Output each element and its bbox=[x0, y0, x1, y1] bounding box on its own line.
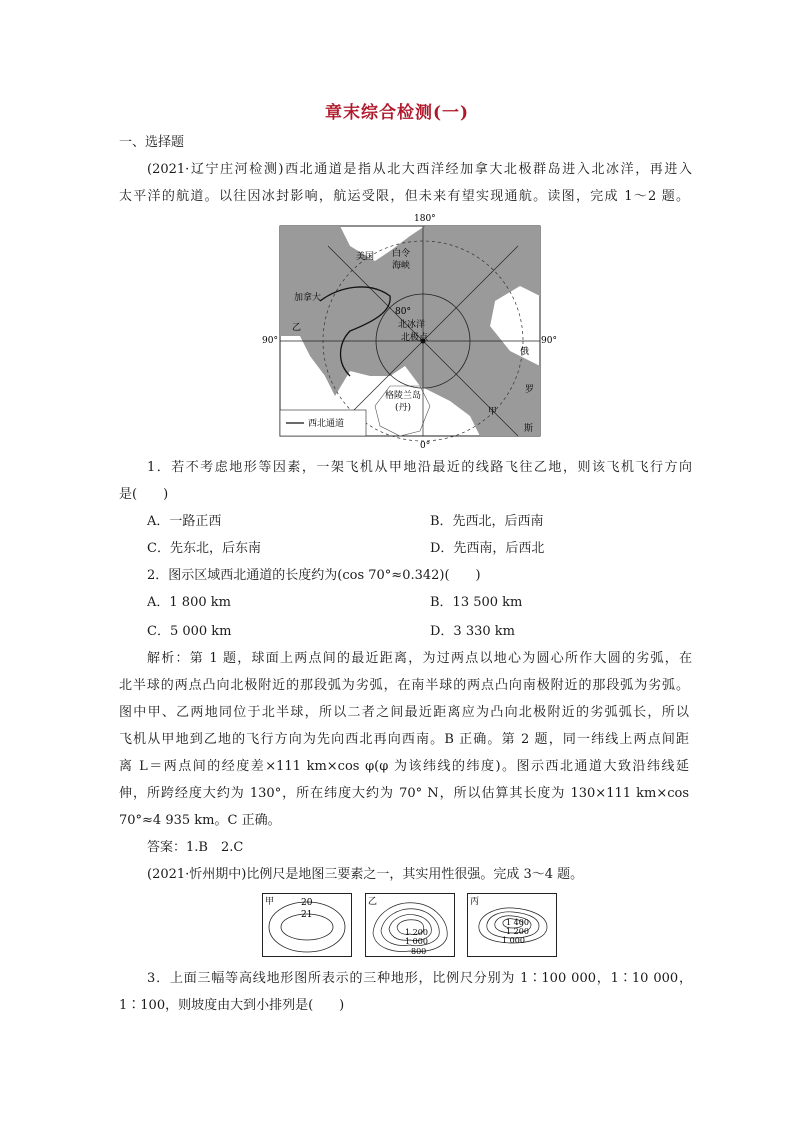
section-heading: 一、选择题 bbox=[119, 135, 185, 150]
q2-option-d: D．3 330 km bbox=[430, 624, 515, 639]
arctic-map-figure bbox=[262, 212, 568, 452]
label-usa: 美国 bbox=[356, 252, 375, 262]
label-ocean: 北冰洋 bbox=[398, 320, 426, 330]
contour-map-yi bbox=[365, 893, 455, 957]
svg-text:1 200: 1 200 bbox=[506, 927, 529, 936]
label-180: 180° bbox=[414, 214, 436, 224]
q1-option-a: A．一路正西 bbox=[147, 514, 222, 529]
analysis-line-4: 飞机从甲地到乙地的飞行方向为先向西北再向西南。B 正确。第 2 题，同一纬线上两点间距 bbox=[119, 732, 689, 747]
label-pole: 北极点 bbox=[401, 333, 429, 343]
label-russia-1: 俄 bbox=[520, 347, 530, 357]
q2-option-a: A．1 800 km bbox=[147, 595, 231, 610]
q3-stem-2: 1∶100，则坡度由大到小排列是( ) bbox=[119, 998, 345, 1013]
contour-map-jia bbox=[262, 893, 352, 957]
analysis-line-5: 离 L＝两点间的经度差×111 km×cos φ(φ 为该纬线的纬度)。图示西北通道大致沿纬线延 bbox=[119, 759, 689, 774]
svg-text:丙: 丙 bbox=[470, 897, 480, 907]
label-yi: 乙 bbox=[292, 323, 302, 333]
q1-stem-1: 1．若不考虑地形等因素，一架飞机从甲地沿最近的线路飞往乙地，则该飞机飞行方向 bbox=[147, 460, 692, 475]
analysis-line-6: 伸，所跨经度大约为 130°，所在纬度大约为 70° N，所以估算其长度为 130×111 km×cos bbox=[119, 786, 689, 801]
intro-line-2: 太平洋的航道。以往因冰封影响，航运受限，但未来有望实现通航。读图，完成 1～2 题。 bbox=[119, 189, 689, 204]
svg-text:800: 800 bbox=[411, 947, 427, 956]
label-canada: 加拿大 bbox=[294, 293, 322, 303]
analysis-line-3: 图中甲、乙两地同位于北半球，所以二者之间最近距离应为凸向北极附近的劣弧弧长，所以 bbox=[119, 705, 689, 720]
label-90e: 90° bbox=[541, 336, 557, 346]
svg-text:乙: 乙 bbox=[368, 897, 378, 907]
q1-option-c: C．先东北，后东南 bbox=[147, 541, 261, 556]
q3-stem-1: 3．上面三幅等高线地形图所表示的三种地形，比例尺分别为 1∶100 000，1∶10 000， bbox=[147, 971, 692, 986]
q1-option-d: D．先西南，后西北 bbox=[430, 541, 545, 556]
svg-text:1 000: 1 000 bbox=[405, 937, 428, 946]
label-greenland-1: 格陵兰岛 bbox=[385, 391, 422, 401]
label-90w: 90° bbox=[262, 336, 278, 346]
q2-stem: 2．图示区域西北通道的长度约为(cos 70°≈0.342)( ) bbox=[147, 568, 481, 583]
svg-text:20: 20 bbox=[301, 898, 313, 908]
analysis-line-7: 70°≈4 935 km。C 正确。 bbox=[119, 813, 281, 828]
label-jia: 甲 bbox=[488, 407, 498, 417]
label-greenland-2: (丹) bbox=[395, 403, 412, 413]
legend-label: 西北通道 bbox=[308, 419, 345, 429]
label-bering-2: 海峡 bbox=[392, 261, 411, 271]
label-80: 80° bbox=[395, 307, 411, 317]
contour-map-bing bbox=[467, 893, 557, 957]
svg-text:21: 21 bbox=[301, 910, 313, 920]
q2-option-c: C．5 000 km bbox=[147, 624, 232, 639]
label-bering-1: 白令 bbox=[392, 249, 411, 259]
q1-option-b: B．先西北，后西南 bbox=[430, 514, 544, 529]
svg-text:甲: 甲 bbox=[265, 897, 275, 907]
q1-stem-2: 是( ) bbox=[119, 487, 169, 502]
label-russia-3: 斯 bbox=[524, 424, 534, 434]
answer-line: 答案：1.B 2.C bbox=[147, 840, 244, 855]
svg-text:1 400: 1 400 bbox=[506, 918, 529, 927]
intro-line-1: (2021·辽宁庄河检测)西北通道是指从北大西洋经加拿大北极群岛进入北冰洋，再进入 bbox=[147, 162, 692, 177]
q2-option-b: B．13 500 km bbox=[430, 595, 523, 610]
label-russia-2: 罗 bbox=[525, 385, 535, 395]
label-0: 0° bbox=[420, 441, 431, 451]
analysis-line-2: 北半球的两点凸向北极附近的那段弧为劣弧，在南半球的两点凸向南极附近的那段弧为劣弧。 bbox=[119, 678, 689, 693]
intro2-line: (2021·忻州期中)比例尺是地图三要素之一，其实用性很强。完成 3～4 题。 bbox=[147, 867, 584, 882]
analysis-line-1: 解析：第 1 题，球面上两点间的最近距离，为过两点以地心为圆心所作大圆的劣弧，在 bbox=[147, 651, 692, 666]
page-title: 章末综合检测(一) bbox=[324, 103, 470, 123]
svg-text:1 000: 1 000 bbox=[502, 936, 525, 945]
svg-text:1 200: 1 200 bbox=[405, 928, 428, 937]
